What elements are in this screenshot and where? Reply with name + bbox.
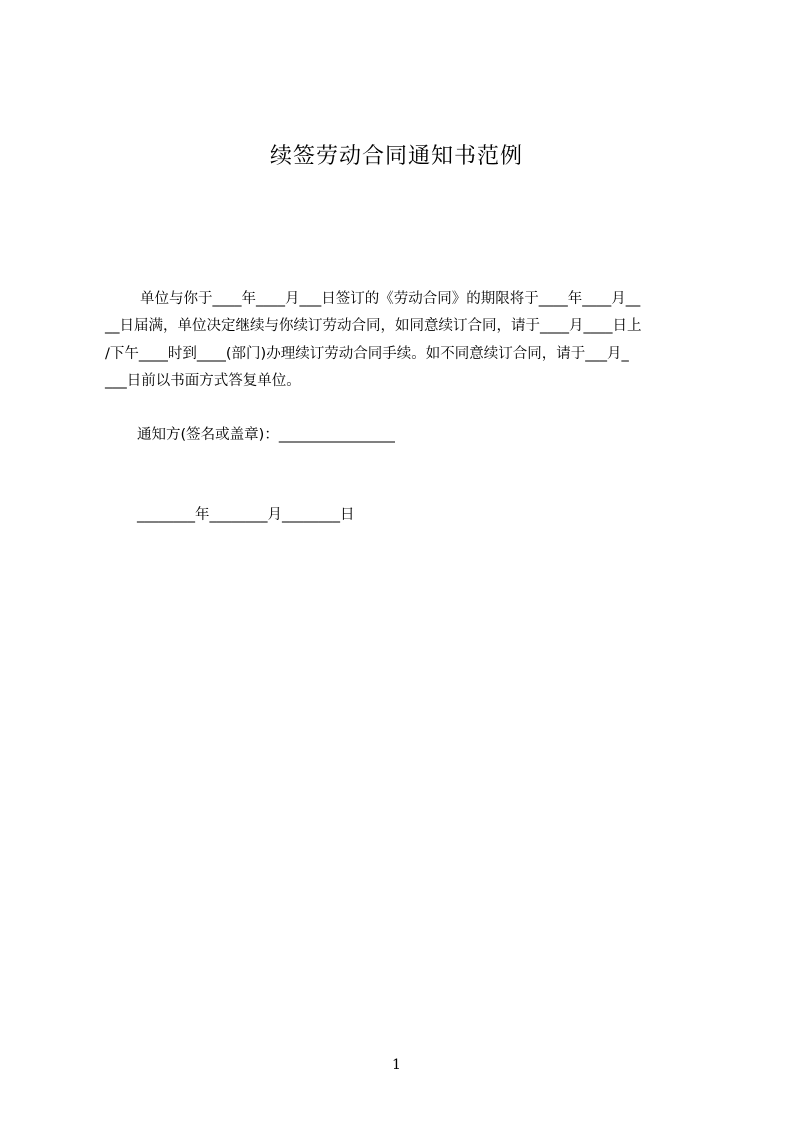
body-line-2: __日届满，单位决定继续与你续订劳动合同，如同意续订合同，请于____月____日上 [105,318,642,334]
signature-line: 通知方(签名或盖章)：________________ [137,427,395,443]
body-line-4: ___日前以书面方式答复单位。 [105,373,301,389]
body-line-1: 单位与你于____年____月___日签订的《劳动合同》的期限将于____年____月__ [140,291,641,307]
date-line: ________年________月________日 [137,507,355,523]
body-line-3: /下午____时到____(部门)办理续订劳动合同手续。如不同意续订合同，请于___月_ [105,346,629,362]
document-title: 续签劳动合同通知书范例 [269,144,523,169]
page-number: 1 [392,1057,401,1073]
